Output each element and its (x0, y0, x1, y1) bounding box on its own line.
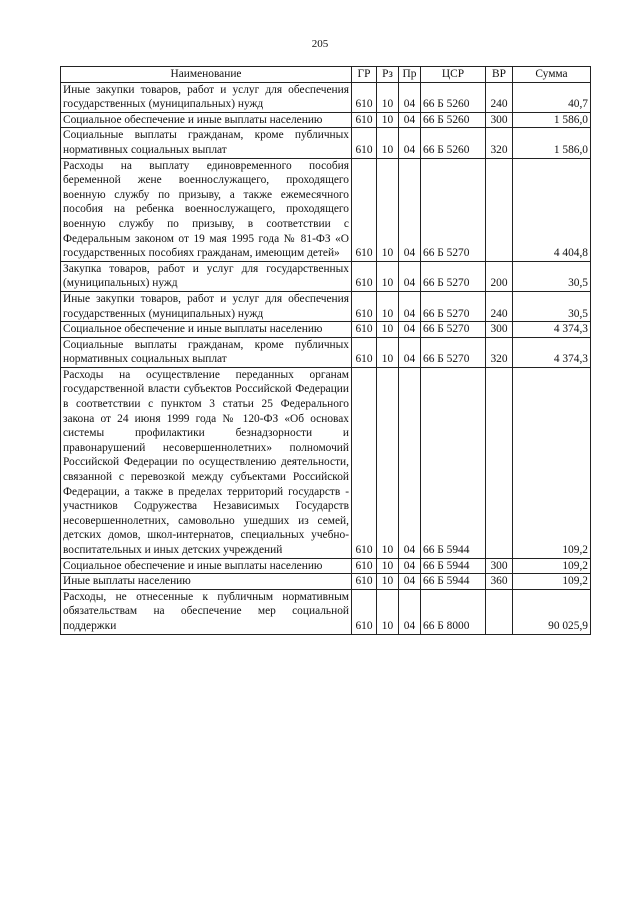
cell-gr: 610 (352, 337, 377, 367)
cell-csr: 66 Б 5944 (421, 574, 486, 590)
cell-name: Расходы на выплату единовременного пособия беременной жене военнослужащего, проходящего военную службу по призыву, а также ежемесячного пособия на ребенка военнослужащего, проходящего военную службу по призыву, в соответствии с Федеральным законом от 19 мая 1995 года № 81-ФЗ «О государственных пособиях гражданам, имеющим детей» (61, 158, 352, 261)
cell-gr: 610 (352, 558, 377, 574)
cell-vr (486, 589, 513, 634)
cell-gr: 610 (352, 589, 377, 634)
header-row (61, 67, 591, 83)
cell-gr: 610 (352, 291, 377, 321)
cell-csr: 66 Б 5944 (421, 367, 486, 558)
cell-name: Иные выплаты населению (61, 574, 352, 590)
header-name: Наименование (61, 67, 352, 83)
cell-rz: 10 (377, 367, 399, 558)
cell-vr (486, 158, 513, 261)
cell-gr: 610 (352, 261, 377, 291)
table-row (61, 112, 591, 128)
cell-pr: 04 (399, 261, 421, 291)
table-row (61, 158, 591, 261)
cell-vr: 240 (486, 291, 513, 321)
cell-sum: 1 586,0 (513, 128, 591, 158)
cell-vr: 240 (486, 82, 513, 112)
cell-vr (486, 367, 513, 558)
page-number: 205 (311, 38, 329, 50)
table-row (61, 82, 591, 112)
cell-sum: 109,2 (513, 367, 591, 558)
budget-table (60, 66, 591, 635)
header-vr: ВР (486, 67, 513, 83)
cell-vr: 360 (486, 574, 513, 590)
cell-csr: 66 Б 5270 (421, 337, 486, 367)
cell-rz: 10 (377, 158, 399, 261)
cell-sum: 40,7 (513, 82, 591, 112)
table-row (61, 337, 591, 367)
cell-sum: 90 025,9 (513, 589, 591, 634)
table-row (61, 574, 591, 590)
cell-sum: 109,2 (513, 574, 591, 590)
table-row (61, 589, 591, 634)
cell-csr: 66 Б 5260 (421, 128, 486, 158)
table-row (61, 558, 591, 574)
cell-sum: 4 374,3 (513, 322, 591, 338)
cell-name: Расходы на осуществление переданных органам государственной власти субъектов Российской Федерации в соответствии с пунктом 3 статьи 25 Федерального закона от 24 июня 1999 года № 120-ФЗ «Об основах системы профилактики безнадзорности и правонарушений несовершеннолетних» полномочий Российской Федерации по осуществлению деятельности, связанной с перевозкой между субъектами Российской Федерации, а также в пределах территорий государств - участников Содружества Независимых Государств несовершеннолетних, самовольно ушедших из семей, детских домов, школ-интернатов, специальных учебно-воспитательных и иных детских учреждений (61, 367, 352, 558)
cell-name: Социальное обеспечение и иные выплаты населению (61, 558, 352, 574)
cell-name: Иные закупки товаров, работ и услуг для обеспечения государственных (муниципальных) нужд (61, 291, 352, 321)
cell-pr: 04 (399, 589, 421, 634)
table-row (61, 291, 591, 321)
cell-gr: 610 (352, 82, 377, 112)
cell-rz: 10 (377, 589, 399, 634)
cell-csr: 66 Б 5270 (421, 291, 486, 321)
cell-rz: 10 (377, 261, 399, 291)
cell-gr: 610 (352, 128, 377, 158)
cell-name: Социальные выплаты гражданам, кроме публичных нормативных социальных выплат (61, 337, 352, 367)
cell-sum: 4 404,8 (513, 158, 591, 261)
cell-sum: 1 586,0 (513, 112, 591, 128)
cell-sum: 30,5 (513, 261, 591, 291)
table-row (61, 128, 591, 158)
cell-name: Социальные выплаты гражданам, кроме публичных нормативных социальных выплат (61, 128, 352, 158)
cell-pr: 04 (399, 291, 421, 321)
cell-vr: 300 (486, 558, 513, 574)
cell-name: Социальное обеспечение и иные выплаты населению (61, 322, 352, 338)
cell-rz: 10 (377, 128, 399, 158)
cell-rz: 10 (377, 291, 399, 321)
cell-name: Иные закупки товаров, работ и услуг для обеспечения государственных (муниципальных) нужд (61, 82, 352, 112)
cell-vr: 200 (486, 261, 513, 291)
header-pr: Пр (399, 67, 421, 83)
header-gr: ГР (352, 67, 377, 83)
cell-sum: 30,5 (513, 291, 591, 321)
cell-rz: 10 (377, 112, 399, 128)
cell-rz: 10 (377, 558, 399, 574)
cell-pr: 04 (399, 574, 421, 590)
cell-csr: 66 Б 5260 (421, 112, 486, 128)
cell-name: Расходы, не отнесенные к публичным нормативным обязательствам на обеспечение мер социальной поддержки (61, 589, 352, 634)
cell-sum: 109,2 (513, 558, 591, 574)
table-row (61, 261, 591, 291)
cell-vr: 320 (486, 128, 513, 158)
cell-csr: 66 Б 5270 (421, 261, 486, 291)
cell-name: Закупка товаров, работ и услуг для государственных (муниципальных) нужд (61, 261, 352, 291)
header-sum: Сумма (513, 67, 591, 83)
cell-csr: 66 Б 8000 (421, 589, 486, 634)
cell-rz: 10 (377, 574, 399, 590)
cell-csr: 66 Б 5944 (421, 558, 486, 574)
cell-pr: 04 (399, 322, 421, 338)
cell-vr: 300 (486, 112, 513, 128)
cell-vr: 300 (486, 322, 513, 338)
cell-sum: 4 374,3 (513, 337, 591, 367)
cell-pr: 04 (399, 82, 421, 112)
cell-gr: 610 (352, 367, 377, 558)
cell-pr: 04 (399, 158, 421, 261)
cell-vr: 320 (486, 337, 513, 367)
cell-gr: 610 (352, 112, 377, 128)
cell-pr: 04 (399, 128, 421, 158)
header-csr: ЦСР (421, 67, 486, 83)
cell-gr: 610 (352, 322, 377, 338)
table-row (61, 322, 591, 338)
header-rz: Рз (377, 67, 399, 83)
cell-name: Социальное обеспечение и иные выплаты населению (61, 112, 352, 128)
table-row (61, 367, 591, 558)
cell-rz: 10 (377, 337, 399, 367)
cell-csr: 66 Б 5260 (421, 82, 486, 112)
cell-gr: 610 (352, 158, 377, 261)
cell-rz: 10 (377, 82, 399, 112)
cell-gr: 610 (352, 574, 377, 590)
cell-rz: 10 (377, 322, 399, 338)
cell-pr: 04 (399, 367, 421, 558)
cell-pr: 04 (399, 558, 421, 574)
cell-csr: 66 Б 5270 (421, 322, 486, 338)
cell-pr: 04 (399, 112, 421, 128)
cell-csr: 66 Б 5270 (421, 158, 486, 261)
cell-pr: 04 (399, 337, 421, 367)
